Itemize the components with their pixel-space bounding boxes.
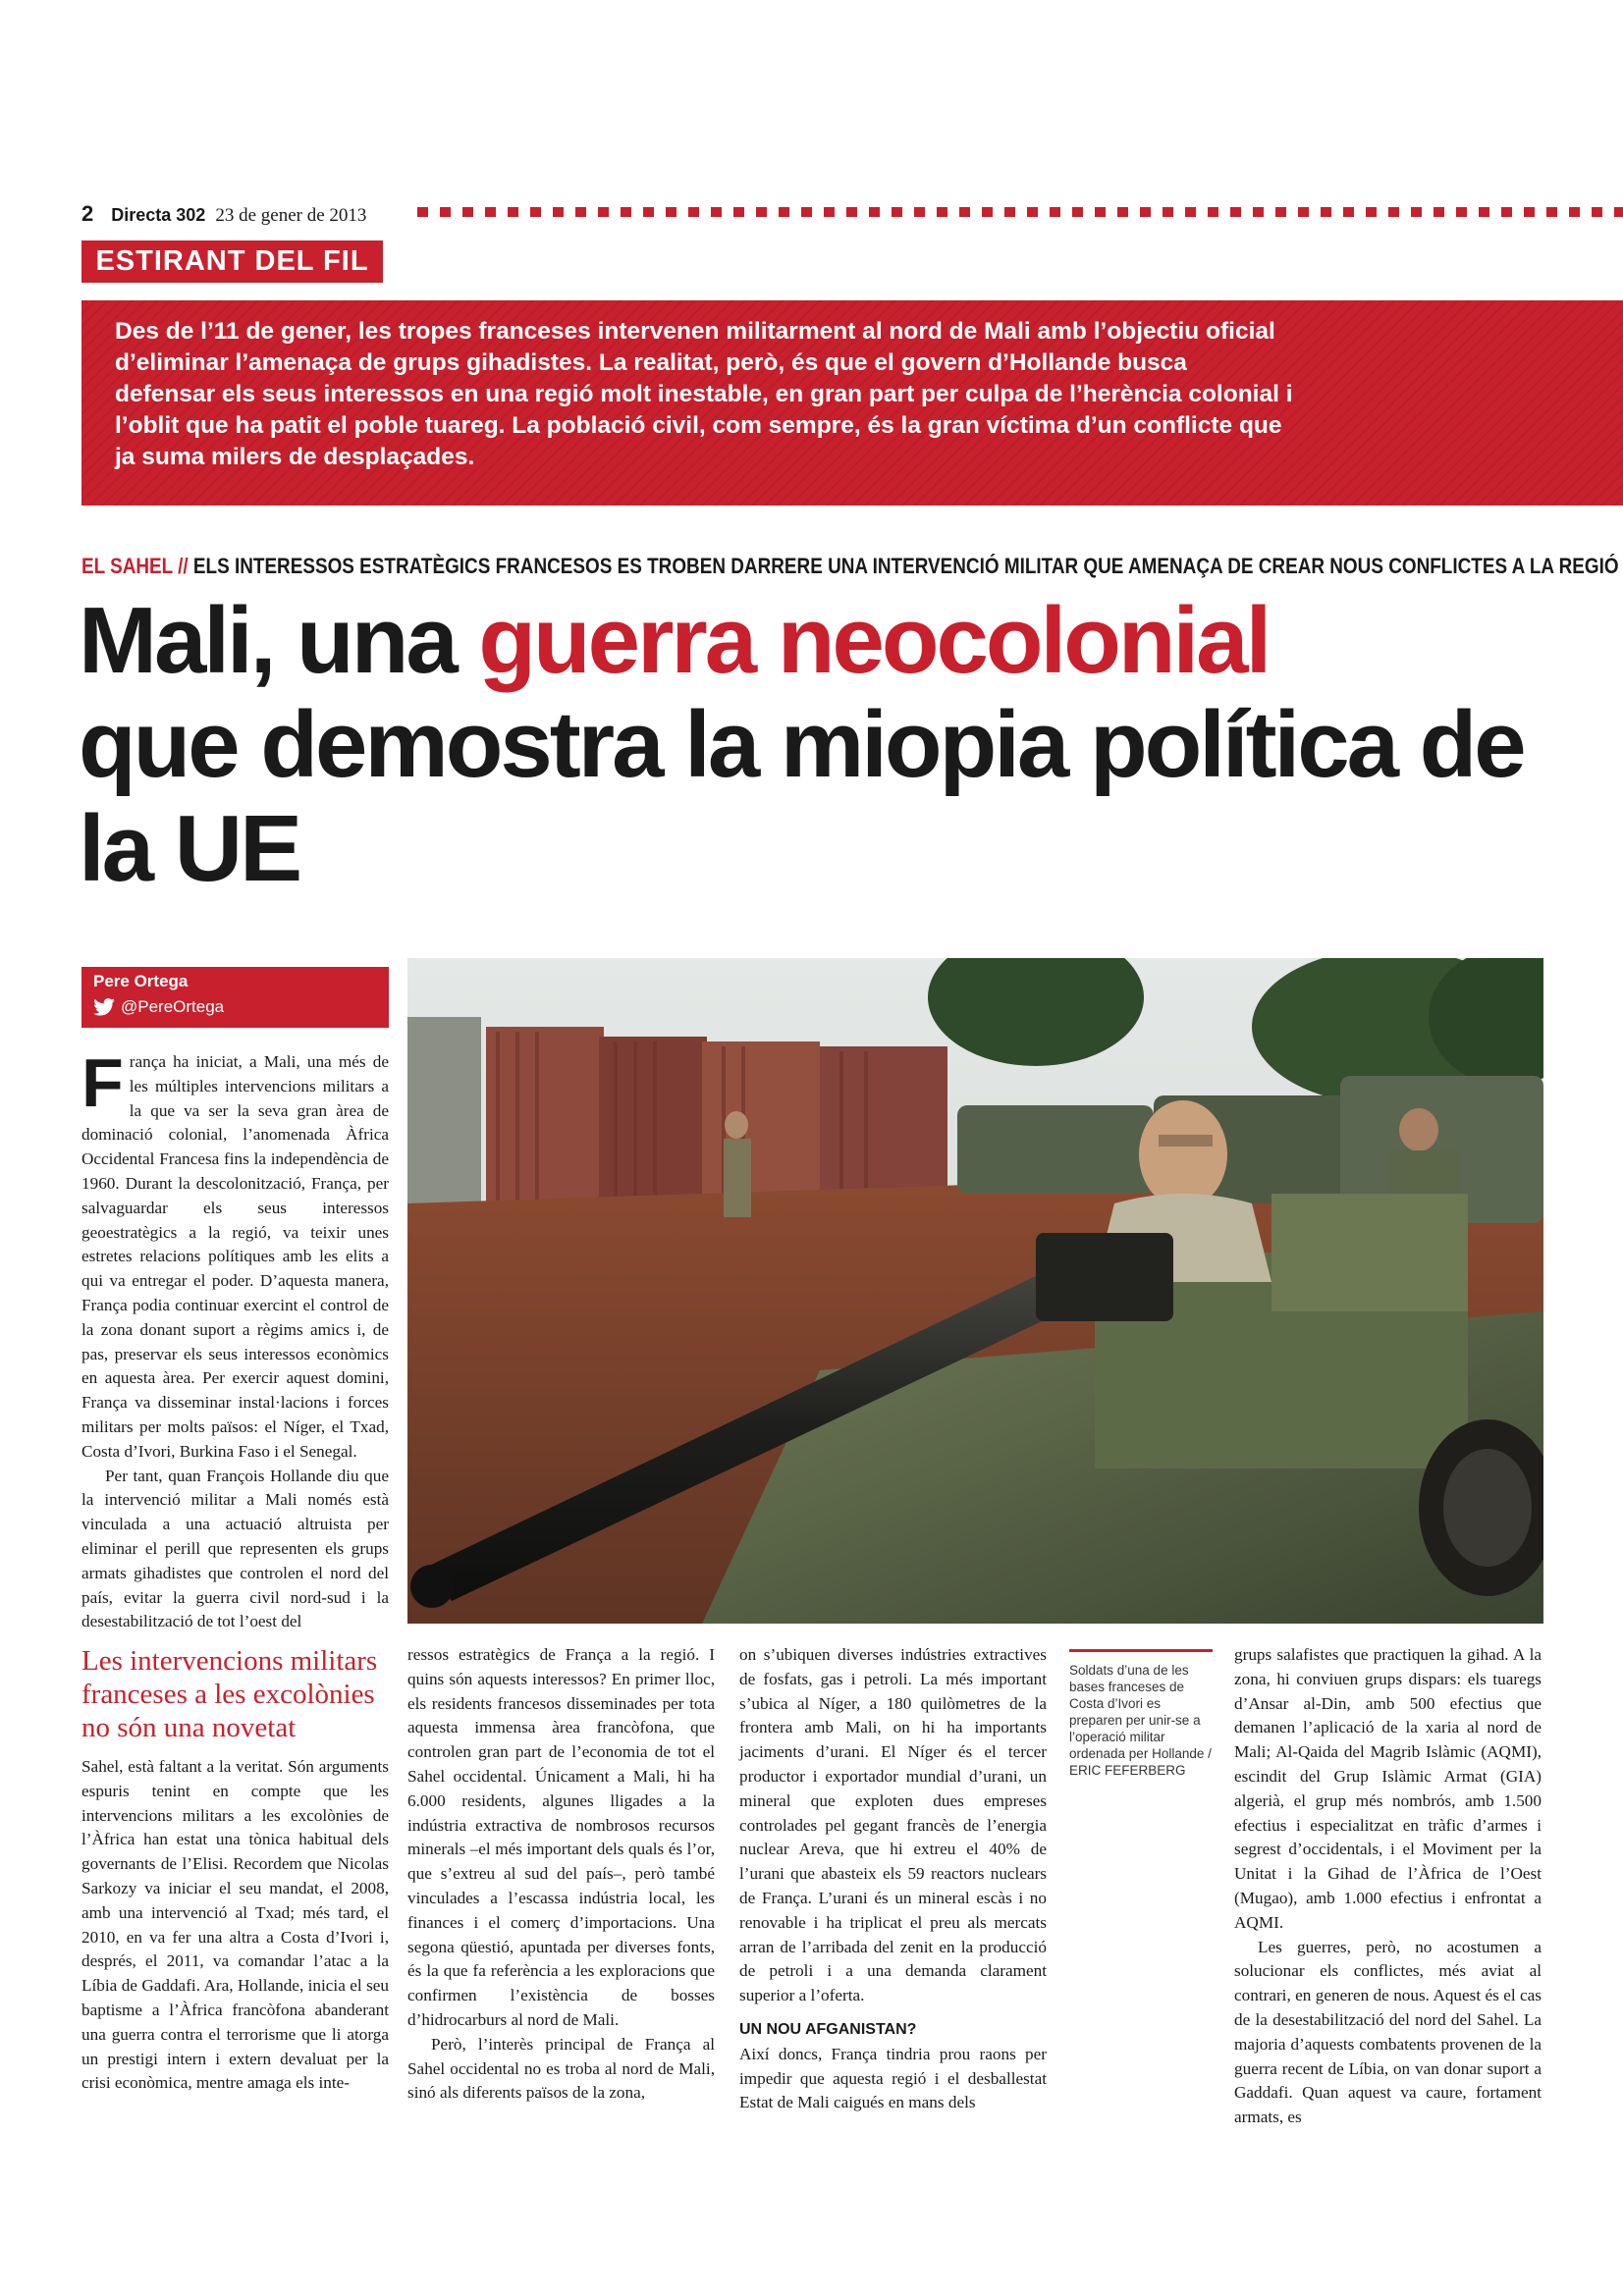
headline [79,589,1610,901]
article-column-2 [407,1643,715,2106]
article-photo [407,958,1543,1624]
article-paragraph-2: Per tant, quan François Hollande diu que la intervenció militar a Mali només està vinculada a una actuació altruista per eliminar el perill que representen els grups armats gihadistes que controlen el nord del país, evitar la guerra civil nord-sud i la desestabilització de tot l’oest del [81,1466,389,1631]
header-dash-rule [417,207,1623,217]
photo-caption: Soldats d’una de les bases franceses de Costa d’Ivori es preparen per unir-se a l’operació militar ordenada per Hollande / ERIC FEFERBERG [1069,1663,1212,1778]
section-label: ESTIRANT DEL FIL [81,240,383,283]
intro-text: Des de l’11 de gener, les tropes franceses intervenen militarment al nord de Mali amb l’objectiu oficial d’eliminar l’amenaça de grups gihadistes. La realitat, però, és que el govern d’Hollande busca defensar els seus interessos en una regió molt inestable, en gran part per culpa de l’herència colonial i l’oblit que ha patit el poble tuareg. La població civil, com sempre, és la gran víctima d’un conflicte que ja suma milers de desplaçades. [115,318,1293,470]
article-subhead: Les intervencions militars franceses a les excolònies no són una novetat [81,1645,378,1743]
article-paragraph-5: Però, l’interès principal de França al Sahel occidental no es troba al nord de Mali, sinó als diferents països de la zona, [407,2034,715,2103]
article-paragraph-8: grups salafistes que practiquen la gihad. A la zona, hi conviuen grups dispars: els tuaregs d’Ansar al-Din, amb 500 efectius que demanen l’aplicació de la xaria al nord de Mali; Al-Qaida del Magrib Islàmic (AQMI), escindit del Grup Islàmic Armat (GIA) algerià, el grup més nombrós, amb 1.500 efectius i especialitzat en tràfic d’armes i segrest d’occidentals, i el Moviment per la Unitat i la Gihad de l’Àfrica de l’Oest (Mugao), amb 1.000 efectius i enfrontat a AQMI. [1234,1645,1542,1932]
twitter-handle: @PereOrtega [121,997,225,1016]
author-name: Pere Ortega [93,972,189,990]
article-column-1b [81,1755,389,2096]
headline-highlight: guerra neocolonial [478,588,1270,693]
issue-number: Directa 302 [111,205,206,225]
caption-rule [1069,1649,1213,1652]
article-column-5 [1234,1643,1542,2130]
article-column-3 [739,1643,1047,2115]
photo-armored-vehicles [407,958,1543,1624]
drop-cap: F [81,1044,124,1121]
headline-part2: que demostra la miopia política de la UE [79,692,1524,901]
page-number: 2 [81,201,94,226]
article-paragraph-7: Així doncs, França tindria prou raons per impedir que aquesta regió i el desballestat Estat de Mali caigués en mans dels [739,2044,1047,2112]
article-paragraph-3: Sahel, està faltant a la veritat. Són arguments espuris tenint en compte que les intervencions militars a les excolònies de l’Àfrica han estat una tònica habitual dels governants de l’Elisi. Recordem que Nicolas Sarkozy va iniciar el seu mandat, el 2008, amb una intervenció al Txad; més tard, el 2010, en va fer una altra a Costa d’Ivori i, després, el 2011, va comandar l’atac a la Líbia de Gaddafi. Ara, Hollande, inicia el seu baptisme a l’Àfrica francòfona abanderant una guerra contra el terrorisme que li atorga un prestigi intern i extern devaluat per la crisi econòmica, mentre amaga els inte- [81,1757,389,2093]
twitter-bird-icon [93,998,115,1016]
issue-date: 23 de gener de 2013 [215,205,367,226]
article-paragraph-4: ressos estratègics de França a la regió. I quins són aquests interessos? En primer lloc, els residents francesos disseminades per tota aquesta immensa àrea francòfona, que controlen gran part de l’economia de tot el Sahel occidental. Únicament a Mali, hi ha 6.000 residents, algunes lligades a la indústria extractiva de nombrosos recursos minerals –el més important dels quals és l’or, que s’extreu al sud del país–, però també vinculades a l’escassa indústria local, les finances i el comerç d’importacions. Una segona qüestió, apuntada per diverses fonts, és la que fa referència a les exploracions que confirmen l’existència de bosses d’hidrocarburs al nord de Mali. [407,1645,715,2029]
intro-box [81,300,1623,506]
kicker-text: ELS INTERESSOS ESTRATÈGICS FRANCESOS ES TROBEN DARRERE UNA INTERVENCIÓ MILITAR QUE AMENAÇA DE CREAR NOUS CONFLICTES A LA REGIÓ [192,554,1619,578]
author-twitter[interactable] [93,997,224,1017]
byline [81,967,389,1028]
article-paragraph-9: Les guerres, però, no acostumen a solucionar els conflictes, més aviat al contrari, en generen de nous. Aquest és el cas de la desestabilització del nord del Sahel. La majoria d’aquests combatents provenen de la guerra recent de Líbia, on van donar suport a Gaddafi. Quan aquest va caure, fortament armats, es [1234,1937,1542,2127]
article-paragraph-6: on s’ubiquen diverses indústries extractives de fosfats, gas i petroli. La més important s’ubica al Níger, a 180 quilòmetres de la frontera amb Mali, on hi ha importants jaciments d’urani. El Níger és el tercer productor i exportador mundial d’urani, un mineral que exploten dues empreses controlades pel gegant francès de l’energia nuclear Areva, que hi extreu el 40% de l’urani que abasteix els 59 reactors nuclears de França. L’urani és un mineral escàs i no renovable i ha triplicat el preu als mercats arran de l’arribada del zenit en la producció de petroli i a una demanda clarament superior a l’oferta. [739,1645,1047,2005]
article-paragraph-1: França ha iniciat, a Mali, una més de les múltiples intervencions militars a la que va ser la seva gran àrea de dominació colonial, l’anomenada Àfrica Occidental Francesa fins la independència de 1960. Durant la descolonització, França, per salvaguardar els seus interessos geoestratègics a la regió, va teixir unes estretes relacions polítiques amb les elits a qui va entregar el poder. D’aquesta manera, França podia continuar exercint el control de la zona donant suport a règims amics i, de pas, preservar els seus interessos econòmics en aquesta àrea. Per exercir aquest domini, França va disseminar instal·lacions i forces militars per molts països: el Níger, el Txad, Costa d’Ivori, Burkina Faso i el Senegal. [81,1044,389,1461]
article-column-1 [81,1044,389,1634]
article-midhead: UN NOU AFGANISTAN? [739,2020,917,2038]
kicker [81,551,1619,582]
kicker-tag: EL SAHEL // [81,554,189,578]
headline-part1: Mali, una [79,588,479,693]
page-header [81,199,366,229]
